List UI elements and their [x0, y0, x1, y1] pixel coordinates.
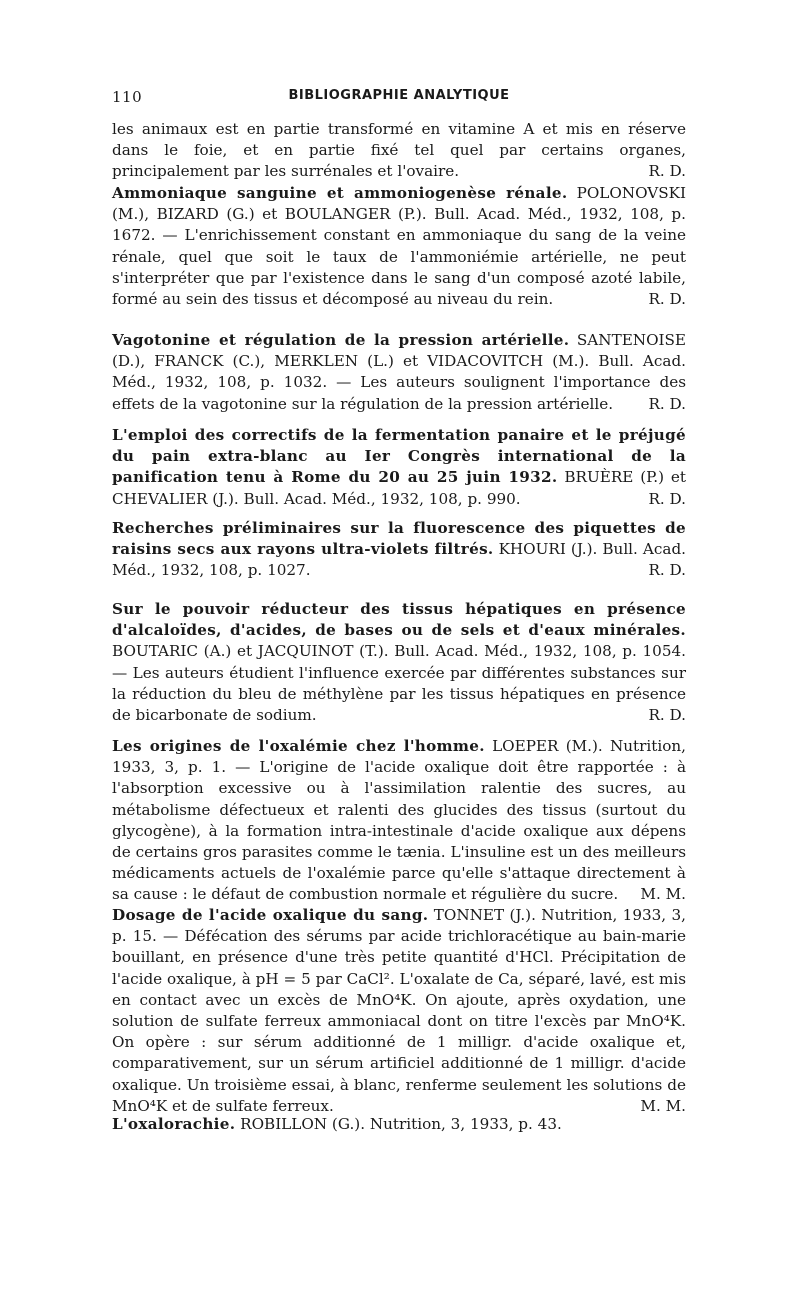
- entry-initials: M. M.: [640, 1096, 686, 1115]
- entry-body: KHOURI (J.). Bull. Acad. Méd., 1932, 108, p. 1027.: [112, 540, 686, 580]
- entry-initials: R. D.: [648, 489, 686, 508]
- bibliography-entry: [112, 330, 686, 415]
- entry-body: TONNET (J.). Nutrition, 1933, 3, p. 15. — Défécation des sérums par acide trichloracétique au bain-marie bouillant, en présence d'une très petite quantité d'HCl. Précipitation de l'acide oxalique, à pH = 5 par CaCl². L'oxalate de Ca, séparé, lavé, est mis en contact avec un excès de MnO⁴K. On ajoute, après oxydation, une solution de sulfate ferreux ammoniacal dont on titre l'excès par MnO⁴K. On opère : sur sérum additionné de 1 milligr. d'acide oxalique et, comparativement, sur un sérum artificiel additionné de 1 milligr. d'acide oxalique. Un troisième essai, à blanc, renferme seulement les solutions de MnO⁴K et de sulfate ferreux.: [112, 906, 686, 1115]
- entry-title: Ammoniaque sanguine et ammoniogenèse rénale.: [112, 184, 568, 202]
- entry-title: Vagotonine et régulation de la pression artérielle.: [112, 331, 570, 349]
- entry-body: ROBILLON (G.). Nutrition, 3, 1933, p. 43.: [240, 1115, 562, 1133]
- bibliography-entry: [112, 599, 686, 726]
- bibliography-entry: [112, 1114, 686, 1135]
- bibliography-entry: [112, 183, 686, 310]
- page-number: 110: [112, 88, 143, 106]
- entry-initials: M. M.: [640, 885, 686, 904]
- bibliography-entry: [112, 905, 686, 1117]
- entry-body: SANTENOISE (D.), FRANCK (C.), MERKLEN (L.) et VIDACOVITCH (M.). Bull. Acad. Méd., 1932, 108, p. 1032. — Les auteurs soulignent l'importance des effets de la vagotonine sur la régulation de la pression artérielle.: [112, 331, 687, 413]
- entry-initials: R. D.: [648, 394, 686, 413]
- entry-title: L'oxalorachie.: [112, 1115, 236, 1133]
- entry-body: POLONOVSKI (M.), BIZARD (G.) et BOULANGER (P.). Bull. Acad. Méd., 1932, 108, p. 1672. — L'enrichissement constant en ammoniaque du sang de la veine rénale, quel que soit le taux de l'ammoniémie artérielle, ne peut s'interpréter que par l'existence dans le sang d'un composé azoté labile, formé au sein des tissus et décomposé au niveau du rein.: [112, 184, 686, 309]
- entry-title: Sur le pouvoir réducteur des tissus hépatiques en présence d'alcaloïdes, d'acides, de bases ou de sels et d'eaux minérales.: [112, 600, 686, 640]
- entry-body: BRUÈRE (P.) et CHEVALIER (J.). Bull. Acad. Méd., 1932, 108, p. 990.: [112, 468, 686, 508]
- bibliography-entry: [112, 736, 686, 906]
- entry-title: Dosage de l'acide oxalique du sang.: [112, 906, 429, 924]
- bibliography-entry: [112, 518, 686, 582]
- entry-initials: R. D.: [648, 706, 686, 725]
- entry-body: BOUTARIC (A.) et JACQUINOT (T.). Bull. Acad. Méd., 1932, 108, p. 1054. — Les auteurs étudient l'influence exercée par différentes substances sur la réduction du bleu de méthylène par les tissus hépatiques en présence de bicarbonate de sodium.: [112, 642, 686, 725]
- bibliography-entry: [112, 425, 686, 510]
- page-header: [112, 88, 686, 112]
- continuation-initials: R. D.: [648, 162, 686, 181]
- entry-title: L'emploi des correctifs de la fermentation panaire et le préjugé du pain extra-blanc au Ier Congrès international de la panification tenu à Rome du 20 au 25 juin 1932.: [112, 426, 686, 487]
- continuation-text: les animaux est en partie transformé en vitamine A et mis en réserve dans le foie, et en partie fixé tel quel par certains organes, principalement par les surrénales et l'ovaire.: [112, 120, 686, 181]
- entry-title: Les origines de l'oxalémie chez l'homme.: [112, 737, 485, 755]
- running-title: BIBLIOGRAPHIE ANALYTIQUE: [288, 88, 510, 103]
- entry-title: Recherches préliminaires sur la fluorescence des piquettes de raisins secs aux rayons ultra-violets filtrés.: [112, 519, 686, 559]
- continuation-paragraph: [112, 119, 686, 183]
- entry-body: LOEPER (M.). Nutrition, 1933, 3, p. 1. — L'origine de l'acide oxalique doit être rapportée : à l'absorption excessive ou à l'assimilation ralentie des sucres, au métabolisme défectueux et ralenti des glucides des tissus (surtout du glycogène), à la formation intra-intestinale d'acide oxalique aux dépens de certains gros parasites comme le tænia. L'insuline est un des meilleurs médicaments actuels de l'oxalémie parce qu'elle s'attaque directement à sa cause : le défaut de combustion normale et régulière du sucre.: [112, 737, 686, 904]
- entry-initials: R. D.: [648, 290, 686, 309]
- entry-initials: R. D.: [648, 561, 686, 580]
